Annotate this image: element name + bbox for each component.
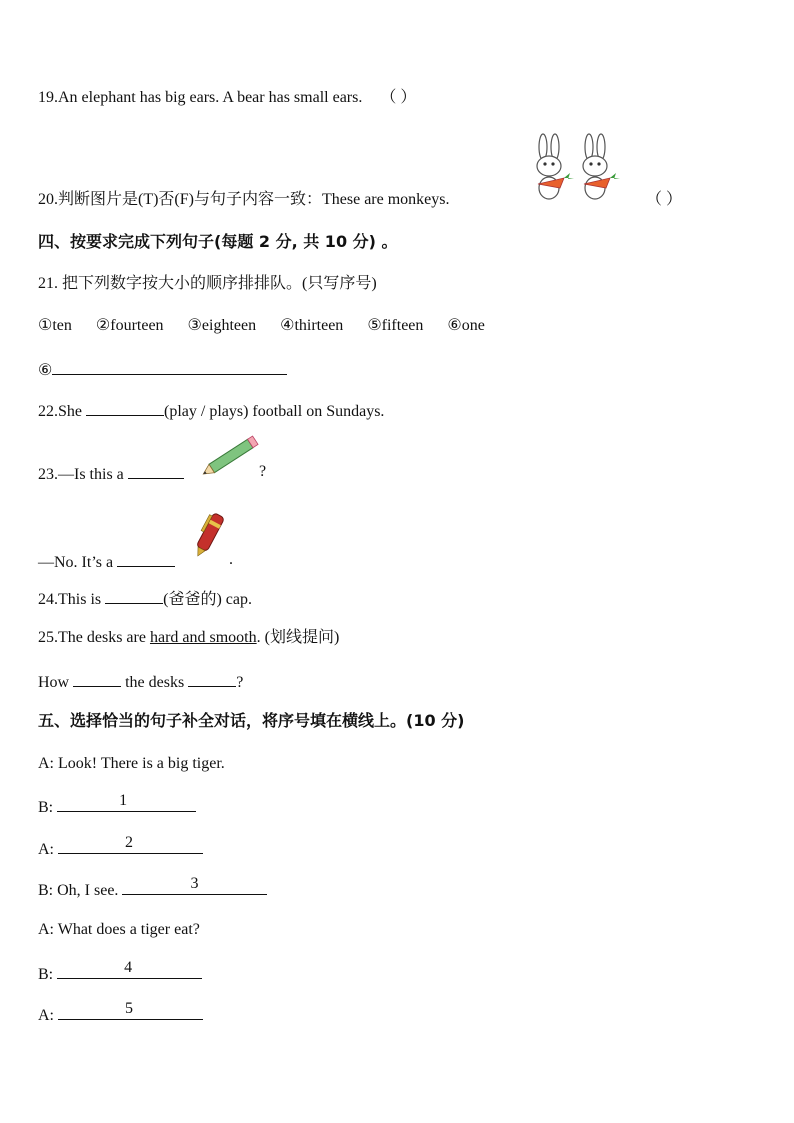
question-24 xyxy=(38,587,252,610)
answer-blank[interactable] xyxy=(117,550,175,567)
question-22 xyxy=(38,399,384,422)
answer-blank[interactable] xyxy=(52,358,287,375)
blank-number: 4 xyxy=(124,959,133,976)
period: . xyxy=(229,551,233,568)
blank-number: 5 xyxy=(125,1000,133,1017)
question-25-answer xyxy=(38,670,243,693)
question-21: 21. 把下列数字按大小的顺序排排队。(只写序号) xyxy=(38,275,377,292)
question-22-suffix: (play / plays) football on Sundays. xyxy=(164,403,385,420)
question-23-answer xyxy=(38,550,175,573)
option-2: ②fourteen xyxy=(95,317,164,334)
blank-number: 2 xyxy=(125,834,133,851)
option-5: ⑤fifteen xyxy=(367,317,424,334)
option-3: ③eighteen xyxy=(187,317,257,334)
answer-blank-4[interactable] xyxy=(57,959,202,979)
dialog-line-1: A: Look! There is a big tiger. xyxy=(38,755,225,772)
answer-parentheses: （ ） xyxy=(646,191,683,208)
question-20-text: 20.判断图片是(T)否(F)与句子内容一致：These are monkeys. xyxy=(38,191,450,208)
question-22-prefix: 22.She xyxy=(38,403,82,420)
answer-blank[interactable] xyxy=(188,670,236,687)
question-25-suffix: . (划线提问) xyxy=(256,629,340,646)
pencil-image xyxy=(198,432,267,480)
answer-blank-3[interactable] xyxy=(122,875,267,895)
answer-blank[interactable] xyxy=(86,399,164,416)
dialog-line-3 xyxy=(38,834,203,860)
blank-number: 1 xyxy=(119,792,128,809)
question-23-question xyxy=(38,462,184,485)
speaker-label: B: xyxy=(38,799,54,816)
option-4: ④thirteen xyxy=(280,317,344,334)
question-19 xyxy=(38,88,416,108)
speaker-label: A: xyxy=(38,1007,54,1024)
answer-blank[interactable] xyxy=(128,462,184,479)
answer-blank-2[interactable] xyxy=(58,834,203,854)
answer-blank[interactable] xyxy=(105,587,163,604)
the-desks-words: the desks xyxy=(125,674,185,691)
underlined-phrase: hard and smooth xyxy=(149,629,257,646)
speaker-label: A: xyxy=(38,841,54,858)
question-23-answer-prefix: —No. It’s a xyxy=(38,554,114,571)
dialog-line-5: A: What does a tiger eat? xyxy=(38,921,200,938)
option-1: ①ten xyxy=(38,317,72,334)
speaker-label: B: xyxy=(38,966,54,983)
question-mark: ? xyxy=(236,674,244,691)
question-23-prefix: 23.—Is this a xyxy=(38,466,124,483)
option-6: ⑥one xyxy=(447,317,485,334)
answer-blank[interactable] xyxy=(73,670,121,687)
question-19-text: 19.An elephant has big ears. A bear has small ears. xyxy=(38,89,363,106)
how-word: How xyxy=(38,674,70,691)
answer-blank-5[interactable] xyxy=(58,1000,203,1020)
question-25 xyxy=(38,628,339,648)
dialog-line-7 xyxy=(38,1000,203,1026)
question-24-prefix: 24.This is xyxy=(38,591,102,608)
answer-blank-1[interactable] xyxy=(57,792,196,812)
question-25-prefix: 25.The desks are xyxy=(38,629,146,646)
pen-image xyxy=(188,500,232,566)
blank-number: 3 xyxy=(190,875,199,892)
dialog-line-2 xyxy=(38,792,196,818)
answer-parentheses: （ ） xyxy=(380,89,417,106)
speaker-label: B: Oh, I see. xyxy=(38,882,119,899)
dialog-line-4 xyxy=(38,875,267,901)
question-mark: ? xyxy=(259,463,267,480)
rabbit-pair-image xyxy=(530,132,622,202)
answer-prefix: ⑥ xyxy=(38,362,53,379)
section-5-heading: 五、选择恰当的句子补全对话，将序号填在横线上。(10 分) xyxy=(38,711,465,730)
question-20 xyxy=(38,190,450,210)
question-21-answer-line xyxy=(38,358,287,381)
question-24-suffix: (爸爸的) cap. xyxy=(163,591,252,608)
dialog-line-6 xyxy=(38,959,202,985)
section-4-heading: 四、按要求完成下列句子(每题 2 分, 共 10 分) 。 xyxy=(38,232,398,251)
question-21-options xyxy=(38,316,505,336)
